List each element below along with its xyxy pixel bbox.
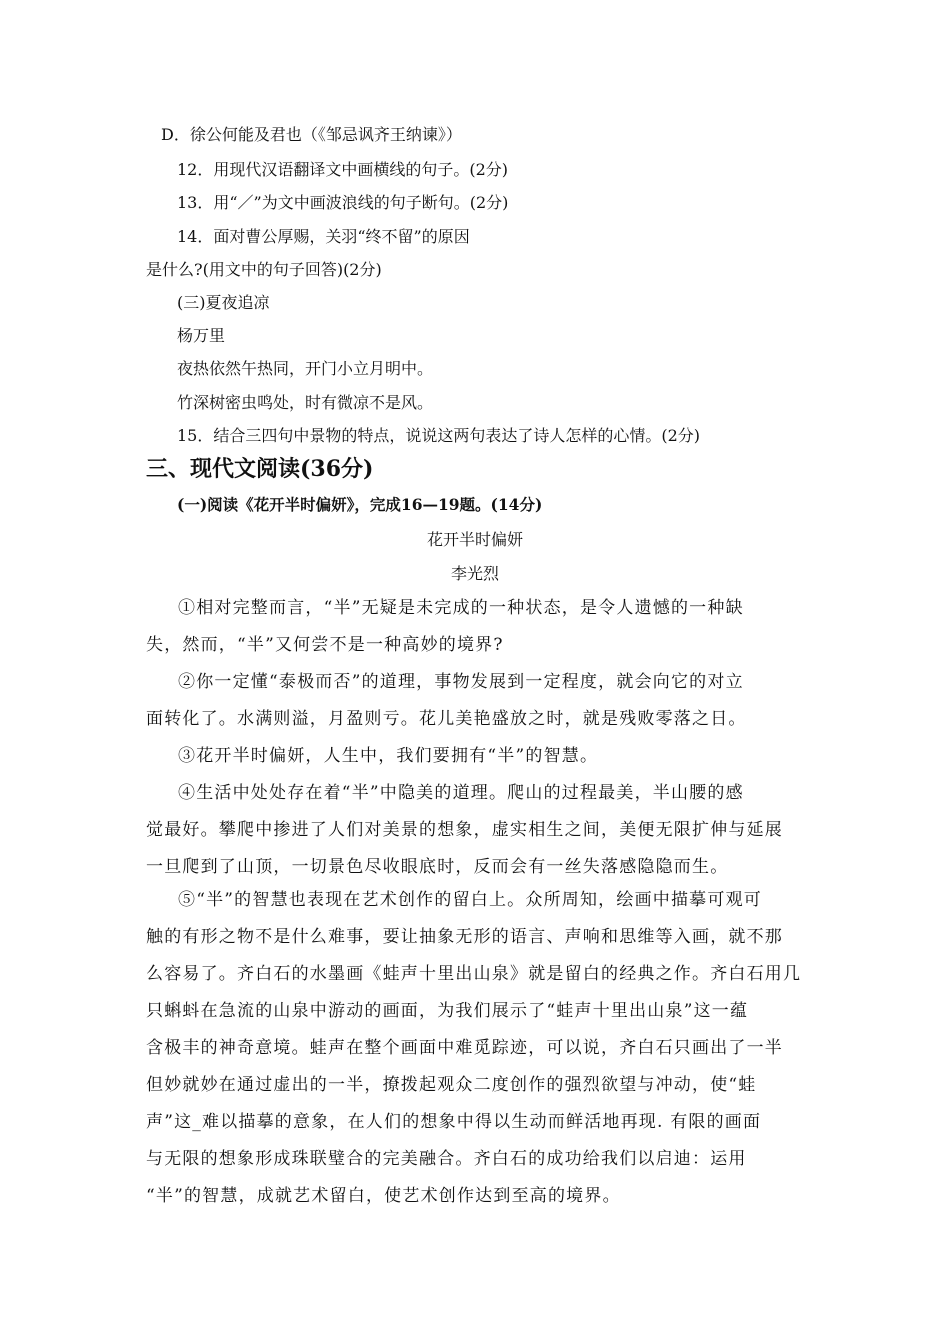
text-line: 声”这_难以描摹的意象，在人们的想象中得以生动而鲜活地再现. 有限的画面 (146, 1112, 762, 1132)
poem-author: 杨万里 (177, 326, 226, 345)
text-line: 觉最好。攀爬中掺进了人们对美景的想象，虚实相生之间，美便无限扩伸与延展 (146, 820, 783, 840)
question-15: 15．结合三四句中景物的特点，说说这两句表达了诗人怎样的心情。(2分) (177, 426, 701, 445)
text-line: 失，然而，“半”又何尝不是一种高妙的境界? (146, 635, 504, 655)
text-line: 含极丰的神奇意境。蛙声在整个画面中难觅踪迹，可以说，齐白石只画出了一半 (146, 1038, 783, 1058)
section-subheading: (一)阅读《花开半时偏妍》，完成16—19题。(14分) (177, 495, 543, 514)
article-title: 花开半时偏妍 (426, 530, 523, 549)
poem-line-2: 竹深树密虫鸣处，时有微凉不是风。 (177, 393, 434, 412)
text-line: “半”的智慧，成就艺术留白，使艺术创作达到至高的境界。 (146, 1186, 621, 1206)
text-line: ④生活中处处存在着“半”中隐美的道理。爬山的过程最美，半山腰的感 (178, 783, 744, 803)
text-line: ②你一定懂“泰极而否”的道理，事物发展到一定程度，就会向它的对立 (178, 672, 744, 692)
paragraph-3 (146, 738, 808, 775)
text-line: ③花开半时偏妍，人生中，我们要拥有“半”的智慧。 (178, 746, 599, 766)
text-line: 一旦爬到了山顶，一切景色尽收眼底时，反而会有一丝失落感隐隐而生。 (146, 857, 729, 877)
text-line: 但妙就妙在通过虚出的一半，撩拨起观众二度创作的强烈欲望与冲动，使“蛙 (146, 1075, 757, 1095)
question-12: 12．用现代汉语翻译文中画横线的句子。(2分) (177, 160, 509, 179)
text-line: 只蝌蚪在急流的山泉中游动的画面，为我们展示了“蛙声十里出山泉”这一蕴 (146, 1001, 749, 1021)
text-line: ①相对完整而言，“半”无疑是未完成的一种状态，是令人遗憾的一种缺 (178, 598, 744, 618)
poem-line-1: 夜热依然午热同，开门小立月明中。 (177, 359, 434, 378)
text-line: ⑤“半”的智慧也表现在艺术创作的留白上。众所周知，绘画中描摹可观可 (178, 890, 762, 910)
section-heading: 三、现代文阅读(36分) (146, 456, 374, 482)
paragraph-5 (146, 882, 808, 1215)
text-line: 与无限的想象形成珠联璧合的完美融合。齐白石的成功给我们以启迪：运用 (146, 1149, 747, 1169)
option-d: D．徐公何能及君也（《邹忌讽齐王纳谏》） (161, 125, 462, 144)
text-line: 么容易了。齐白石的水墨画《蛙声十里出山泉》就是留白的经典之作。齐白石用几 (146, 964, 802, 984)
article-author: 李光烈 (450, 564, 499, 583)
question-13: 13．用“／”为文中画波浪线的句子断句。(2分) (177, 193, 509, 212)
poem-section-title: (三)夏夜追凉 (177, 293, 270, 312)
paragraph-4 (146, 775, 808, 886)
paragraph-2 (146, 664, 808, 738)
text-line: 触的有形之物不是什么难事，要让抽象无形的语言、声响和思维等入画，就不那 (146, 927, 783, 947)
paragraph-1 (146, 590, 808, 664)
question-14: 14．面对曹公厚赐，关羽“终不留”的原因 (177, 227, 470, 246)
question-14-continued: 是什么?(用文中的句子回答)(2分) (146, 260, 382, 279)
text-line: 面转化了。水满则溢，月盈则亏。花儿美艳盛放之时，就是残败零落之日。 (146, 709, 747, 729)
